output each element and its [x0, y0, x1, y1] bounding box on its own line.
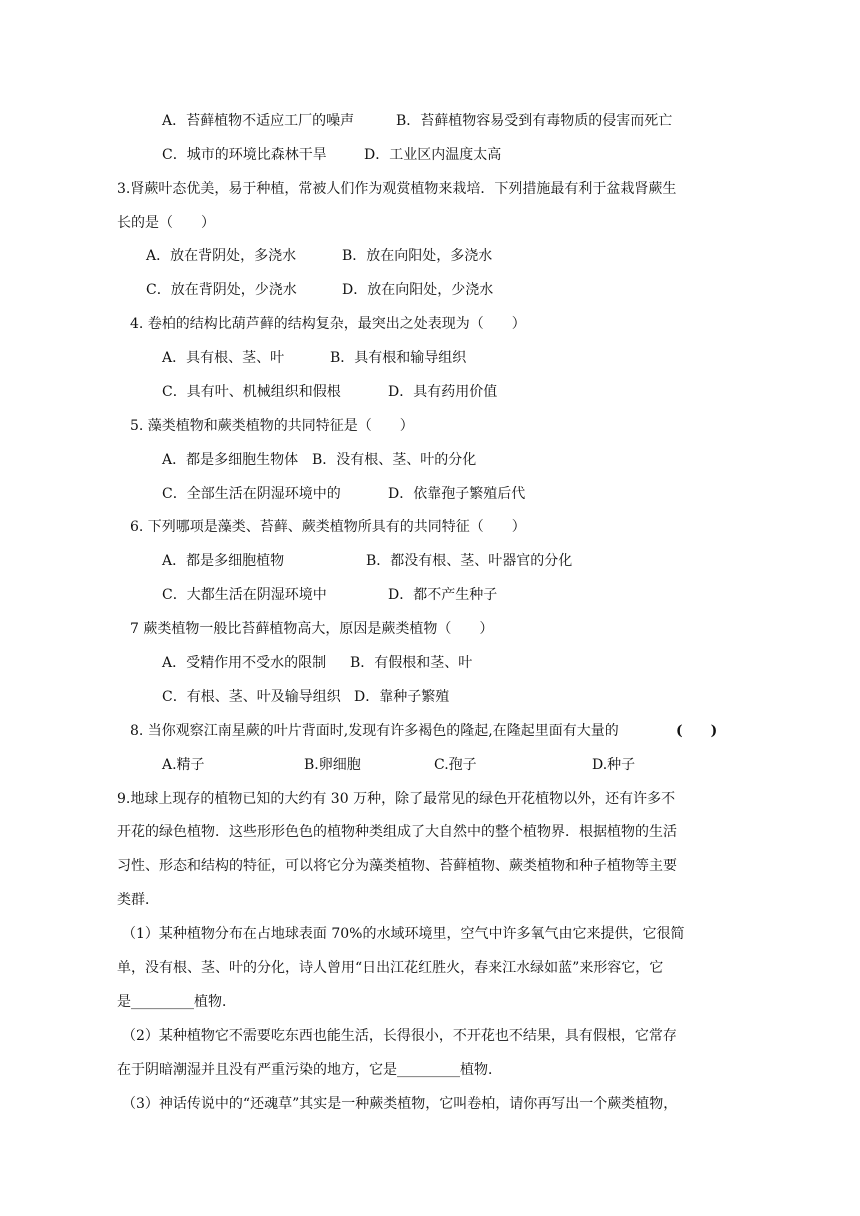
q8-stem: 8. 当你观察江南星蕨的叶片背面时,发现有许多褐色的隆起,在隆起里面有大量的: [130, 723, 619, 739]
q7-option-c: C．有根、茎、叶及输导组织: [162, 689, 341, 705]
q9-paragraph-line1: 9.地球上现存的植物已知的大约有 30 万种，除了最常见的绿色开花植物以外，还有许多不: [117, 791, 676, 807]
q5-option-c: C．全部生活在阴湿环境中的: [162, 486, 341, 502]
q7-option-d: D．靠种子繁殖: [354, 689, 450, 705]
q4-stem: 4. 卷柏的结构比葫芦藓的结构复杂，最突出之处表现为（ ）: [130, 316, 526, 332]
q3-stem-line1: 3.肾蕨叶态优美，易于种植，常被人们作为观赏植物来栽培．下列措施最有利于盆栽肾蕨生: [117, 181, 677, 197]
q2-option-b: B．苔藓植物容易受到有毒物质的侵害而死亡: [396, 113, 673, 129]
q3-option-c: C．放在背阴处，少浇水: [146, 282, 297, 298]
q7-option-b: B．有假根和茎、叶: [350, 655, 473, 671]
q4-option-c: C．具有叶、机械组织和假根: [162, 384, 341, 400]
q5-option-d: D．依靠孢子繁殖后代: [388, 486, 526, 502]
q5-option-a: A．都是多细胞生物体: [162, 452, 299, 468]
q9-paragraph-line3: 习性、形态和结构的特征，可以将它分为藻类植物、苔藓植物、蕨类植物和种子植物等主要: [117, 858, 677, 874]
q9-paragraph-line4: 类群．: [117, 892, 159, 908]
q5-stem: 5. 藻类植物和蕨类植物的共同特征是（ ）: [130, 418, 414, 434]
q4-option-b: B．具有根和输导组织: [330, 350, 467, 366]
q8-option-b: B.卵细胞: [304, 757, 361, 773]
q9-sub2-line1: （2）某种植物它不需要吃东西也能生活，长得很小，不开花也不结果，具有假根，它常存: [122, 1028, 677, 1044]
q2-option-d: D．工业区内温度太高: [364, 147, 502, 163]
q4-option-d: D．具有药用价值: [388, 384, 498, 400]
q2-option-c: C．城市的环境比森林干旱: [162, 147, 327, 163]
q9-sub3-line1: （3）神话传说中的“还魂草”其实是一种蕨类植物，它叫卷柏，请你再写出一个蕨类植物，: [122, 1096, 678, 1112]
q4-option-a: A．具有根、茎、叶: [162, 350, 285, 366]
q8-stem-line: [130, 721, 718, 741]
q9-paragraph-line2: 开花的绿色植物．这些形形色色的植物种类组成了大自然中的整个植物界．根据植物的生活: [117, 824, 677, 840]
q3-stem-line2: 长的是（ ）: [117, 215, 215, 231]
q6-stem: 6. 下列哪项是藻类、苔藓、蕨类植物所具有的共同特征（ ）: [130, 519, 526, 535]
q6-option-b: B．都没有根、茎、叶器官的分化: [366, 553, 573, 569]
q5-option-b: B．没有根、茎、叶的分化: [312, 452, 477, 468]
q6-option-a: A．都是多细胞植物: [162, 553, 285, 569]
q3-option-d: D．放在向阳处，少浇水: [342, 282, 494, 298]
q6-option-c: C．大都生活在阴湿环境中: [162, 587, 327, 603]
q6-option-d: D．都不产生种子: [388, 587, 498, 603]
q9-sub1-line2: 单，没有根、茎、叶的分化，诗人曾用“日出江花红胜火，春来江水绿如蓝”来形容它，它: [117, 960, 664, 976]
q8-option-d: D.种子: [592, 757, 636, 773]
q8-option-c: C.孢子: [434, 757, 477, 773]
q8-option-a: A.精子: [162, 757, 205, 773]
q7-option-a: A．受精作用不受水的限制: [162, 655, 327, 671]
q3-option-b: B．放在向阳处，多浇水: [342, 248, 493, 264]
q7-stem: 7 蕨类植物一般比苔藓植物高大，原因是蕨类植物（ ）: [130, 621, 494, 637]
q9-sub2-line2: 在于阴暗潮湿并且没有严重污染的地方，它是_________植物．: [117, 1062, 502, 1078]
q2-option-a: A．苔藓植物不适应工厂的噪声: [162, 113, 355, 129]
q3-option-a: A．放在背阴处，多浇水: [146, 248, 297, 264]
q9-sub1-line1: （1）某种植物分布在占地球表面 70%的水域环境里，空气中许多氧气由它来提供，它很简: [122, 926, 685, 942]
q8-answer-paren: ( ): [676, 723, 718, 739]
q9-sub1-line3: 是_________植物．: [117, 994, 236, 1010]
